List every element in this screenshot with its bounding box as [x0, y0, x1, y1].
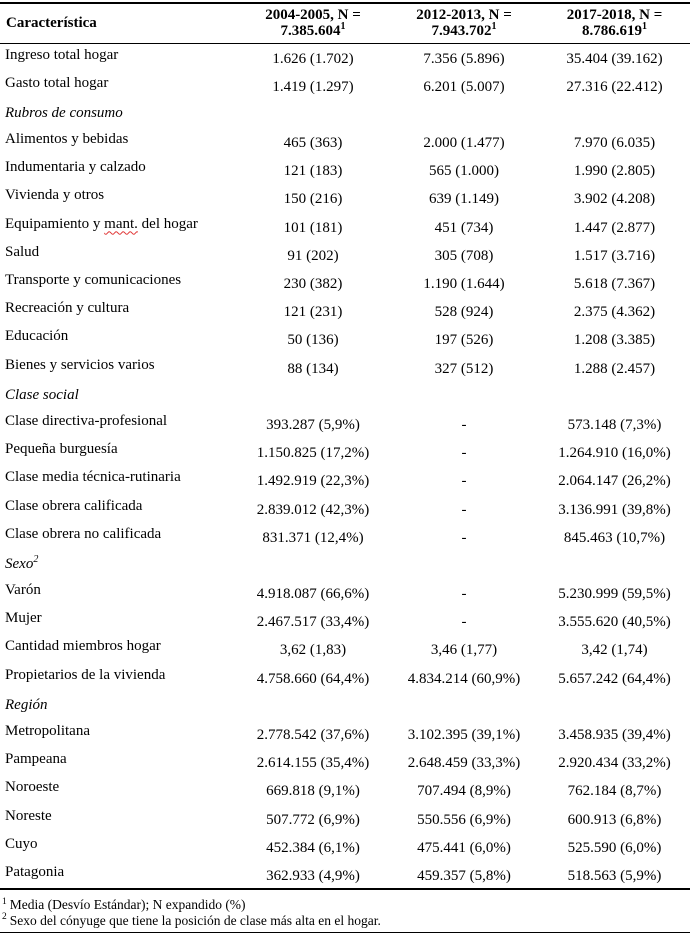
table-row: [0, 269, 690, 297]
cell-value: 452.384 (6,1%): [266, 839, 360, 856]
row-label: Cantidad miembros hogar: [5, 638, 161, 655]
cell-value: 3.102.395 (39,1%): [407, 727, 521, 743]
table-row: [0, 297, 690, 325]
cell-value: 121 (231): [283, 304, 343, 321]
cell-value: 1.990 (2.805): [573, 163, 656, 180]
cell-value: 762.184 (8,7%): [567, 783, 662, 800]
cell-value: 1.264.910 (16,0%): [558, 445, 671, 462]
cell-value: -: [461, 529, 467, 546]
cell-value: 150 (216): [283, 191, 343, 208]
footnote-2: [2, 913, 690, 929]
cell-value: 2.648.459 (33,3%): [407, 755, 521, 772]
cell-value: 707.494 (8,9%): [417, 783, 511, 800]
cell-value: 459.357 (5,8%): [417, 867, 511, 884]
row-label: Gasto total hogar: [5, 74, 109, 91]
footnote-marker-1: 1: [491, 21, 497, 32]
cell-value: 565 (1.000): [429, 163, 499, 180]
cell-value: 2.064.147 (26,2%): [558, 473, 671, 490]
cell-value: -: [461, 445, 467, 462]
cell-value: 230 (382): [283, 276, 343, 292]
cell-value: 35.404 (39.162): [566, 51, 663, 67]
cell-value: 1.208 (3.385): [573, 332, 656, 349]
section-row: [0, 100, 690, 128]
cell-value: 1.517 (3.716): [573, 247, 656, 264]
section-label: Clase social: [5, 386, 79, 403]
cell-value: 600.913 (6,8%): [567, 811, 662, 828]
cell-value: 3.902 (4.208): [573, 191, 656, 208]
table-row: [0, 184, 690, 212]
cell-value: 4.834.214 (60,9%): [407, 670, 521, 687]
footnote-marker-1: 1: [340, 21, 346, 32]
table-row: [0, 720, 690, 748]
header-period-3-line2: 8.786.619: [582, 23, 642, 39]
cell-value: -: [461, 501, 467, 518]
footnote-1-text: Media (Desvío Estándar); N expandido (%): [9, 897, 246, 913]
header-period-1-line2: 7.385.604: [280, 23, 341, 39]
row-label: Transporte y comunicaciones: [5, 272, 182, 288]
cell-value: 3,62 (1,83): [279, 642, 347, 659]
cell-value: 1.288 (2.457): [573, 360, 656, 377]
cell-value: 3,46 (1,77): [430, 642, 498, 659]
column-header-2012-2013: [389, 3, 539, 44]
cell-value: 518.563 (5,9%): [567, 867, 662, 884]
row-label: Clase media técnica-rutinaria: [5, 469, 181, 486]
cell-value: 639 (1.149): [429, 191, 499, 208]
misspelled-word: mant.: [104, 215, 138, 232]
row-label: Indumentaria y calzado: [5, 159, 146, 176]
cell-value: 3.555.620 (40,5%): [558, 614, 671, 631]
cell-value: 305 (708): [434, 247, 494, 264]
cell-value: 3.136.991 (39,8%): [558, 501, 671, 518]
cell-value: 197 (526): [434, 332, 494, 349]
footnotes: [0, 890, 690, 933]
table-header: [0, 3, 690, 44]
cell-value: -: [461, 473, 467, 490]
table-row: [0, 128, 690, 156]
cell-value: 50 (136): [287, 332, 339, 349]
table-row: [0, 72, 690, 100]
cell-value: 5.618 (7.367): [573, 276, 656, 292]
row-label: Metropolitana: [5, 723, 90, 739]
row-label: Educación: [5, 328, 69, 345]
column-header-2017-2018: [539, 3, 690, 44]
header-period-2-line2: 7.943.702: [431, 23, 492, 39]
table-row: [0, 495, 690, 523]
cell-value: 7.356 (5.896): [423, 51, 505, 67]
table-row: [0, 44, 690, 72]
cell-value: 451 (734): [434, 219, 494, 236]
header-period-3-line1: 2017-2018, N =: [566, 7, 663, 23]
table-row: [0, 805, 690, 833]
row-label: Bienes y servicios varios: [5, 356, 155, 373]
cell-value: 550.556 (6,9%): [417, 811, 511, 828]
cell-value: 3.458.935 (39,4%): [558, 727, 671, 743]
footnote-1-marker: 1: [2, 896, 7, 907]
row-label: Noreste: [5, 807, 52, 824]
cell-value: 528 (924): [434, 304, 494, 321]
row-label: Pampeana: [5, 751, 67, 768]
cell-value: 1.190 (1.644): [423, 276, 505, 292]
cell-value: 507.772 (6,9%): [266, 811, 360, 828]
row-label: Patagonia: [5, 863, 65, 880]
table-row: [0, 579, 690, 607]
cell-value: 327 (512): [434, 360, 494, 377]
footnote-2-marker: 2: [2, 912, 7, 923]
footnote-marker-1: 1: [642, 21, 647, 32]
table-row: [0, 410, 690, 438]
table-row: [0, 833, 690, 861]
cell-value: 1.150.825 (17,2%): [256, 445, 370, 462]
section-row: [0, 382, 690, 410]
cell-value: 2.467.517 (33,4%): [256, 614, 370, 631]
table-row: [0, 664, 690, 692]
table-row: [0, 325, 690, 353]
cell-value: 2.920.434 (33,2%): [558, 755, 671, 772]
cell-value: 101 (181): [283, 219, 343, 236]
row-label: Cuyo: [5, 835, 38, 852]
row-label: Varón: [5, 582, 41, 599]
cell-value: 669.818 (9,1%): [266, 783, 360, 800]
cell-value: 475.441 (6,0%): [417, 839, 511, 856]
section-row: [0, 692, 690, 720]
cell-value: 5.657.242 (64,4%): [558, 670, 671, 687]
cell-value: 2.614.155 (35,4%): [256, 755, 370, 772]
row-label: Equipamiento y mant. del hogar: [5, 215, 198, 232]
header-period-2-line1: 2012-2013, N =: [416, 7, 512, 23]
table-row: [0, 523, 690, 551]
cell-value: 6.201 (5.007): [423, 78, 505, 95]
descriptive-statistics-table: [0, 2, 690, 890]
row-label: Alimentos y bebidas: [5, 131, 129, 148]
cell-value: 393.287 (5,9%): [266, 416, 360, 433]
cell-value: 4.918.087 (66,6%): [256, 586, 370, 603]
section-label: Sexo$^2$: [5, 553, 39, 572]
cell-value: -: [461, 586, 467, 603]
footnote-2-text: Sexo del cónyuge que tiene la posición de clase más alta en el hogar.: [9, 912, 381, 928]
cell-value: -: [461, 614, 467, 631]
row-label: Clase obrera no calificada: [5, 525, 162, 542]
row-label: Pequeña burguesía: [5, 441, 118, 458]
row-label: Recreación y cultura: [5, 300, 130, 317]
cell-value: 88 (134): [287, 360, 339, 377]
header-period-1-line1: 2004-2005, N =: [265, 7, 361, 23]
section-footnote-marker: 2: [33, 553, 39, 565]
cell-value: -: [461, 416, 467, 433]
cell-value: 91 (202): [287, 247, 339, 264]
cell-value: 525.590 (6,0%): [567, 839, 662, 856]
cell-value: 1.447 (2.877): [573, 219, 656, 236]
cell-value: 3,42 (1,74): [581, 642, 648, 659]
row-label: Mujer: [5, 610, 42, 627]
cell-value: 27.316 (22.412): [566, 78, 663, 95]
row-label: Clase obrera calificada: [5, 497, 143, 514]
row-label: Clase directiva-profesional: [5, 412, 168, 429]
header-row: [0, 3, 690, 44]
table-row: [0, 748, 690, 776]
table-row: [0, 156, 690, 184]
cell-value: 1.419 (1.297): [272, 78, 354, 95]
cell-value: 2.375 (4.362): [573, 304, 656, 321]
table-row: [0, 466, 690, 494]
cell-value: 2.778.542 (37,6%): [256, 727, 370, 743]
section-label: Región: [5, 696, 48, 713]
table-row: [0, 241, 690, 269]
section-row: [0, 551, 690, 579]
cell-value: 2.000 (1.477): [423, 135, 505, 152]
table-body: [0, 44, 690, 890]
cell-value: 362.933 (4,9%): [266, 867, 360, 884]
table-row: [0, 861, 690, 889]
footnote-1: [2, 897, 690, 913]
cell-value: 7.970 (6.035): [573, 135, 656, 152]
row-label: Ingreso total hogar: [5, 47, 119, 63]
table-row: [0, 635, 690, 663]
table-row: [0, 354, 690, 382]
table-row: [0, 438, 690, 466]
row-label: Vivienda y otros: [5, 187, 105, 204]
cell-value: 2.839.012 (42,3%): [256, 501, 370, 518]
cell-value: 1.626 (1.702): [272, 51, 354, 67]
table-row: [0, 607, 690, 635]
cell-value: 4.758.660 (64,4%): [256, 670, 370, 687]
cell-value: 831.371 (12,4%): [262, 529, 364, 546]
cell-value: 845.463 (10,7%): [563, 529, 666, 546]
table-row: [0, 213, 690, 241]
cell-value: 465 (363): [283, 135, 343, 152]
cell-value: 1.492.919 (22,3%): [256, 473, 370, 490]
section-label: Rubros de consumo: [5, 104, 123, 121]
cell-value: 573.148 (7,3%): [567, 416, 662, 433]
row-label: Noroeste: [5, 779, 60, 796]
column-header-2004-2005: [237, 3, 389, 44]
row-label: Salud: [5, 243, 40, 260]
cell-value: 5.230.999 (59,5%): [558, 586, 671, 603]
column-header-caracteristica: Característica: [0, 3, 237, 44]
table-row: [0, 776, 690, 804]
row-label: Propietarios de la vivienda: [5, 666, 166, 683]
cell-value: 121 (183): [283, 163, 343, 180]
